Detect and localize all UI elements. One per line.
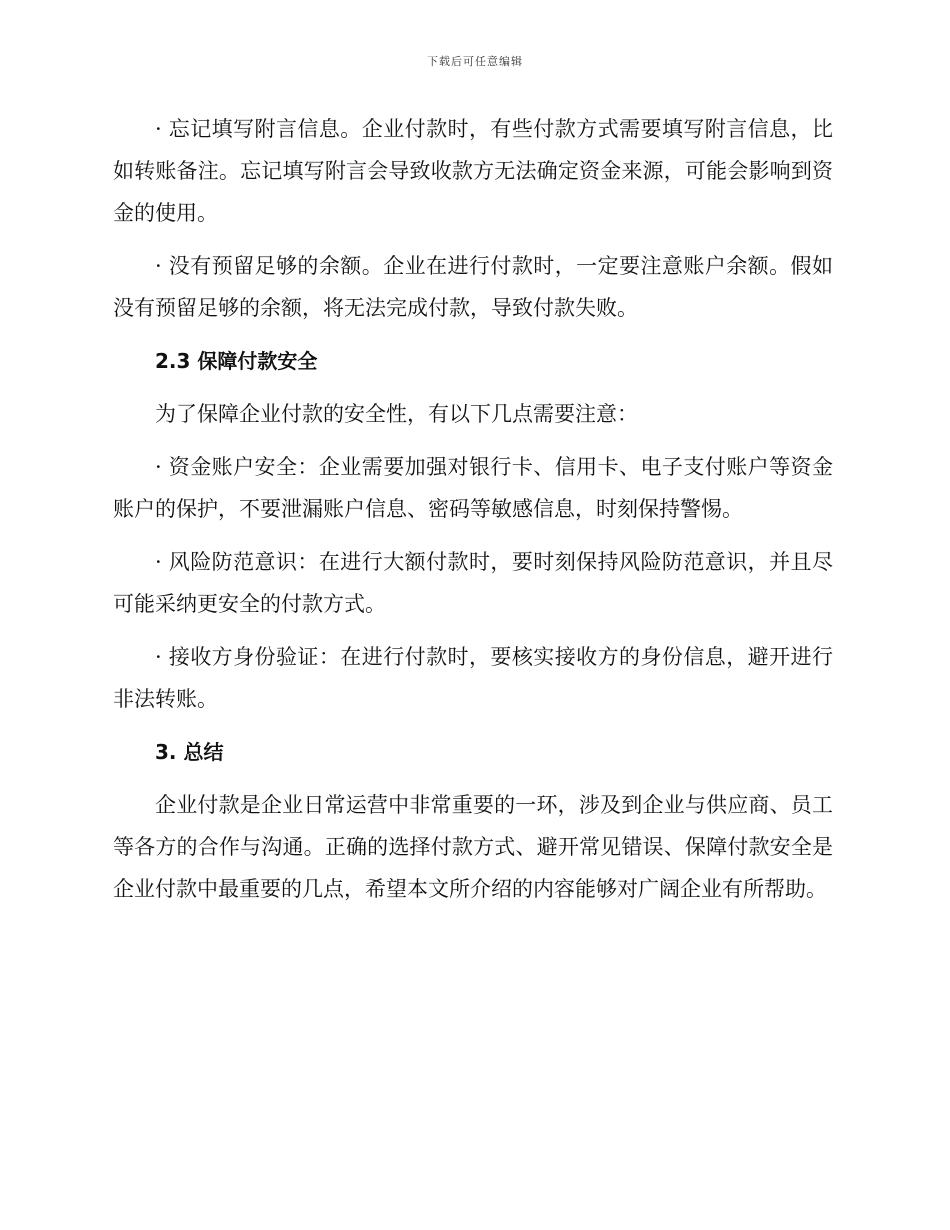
paragraph-forget-remark: · 忘记填写附言信息。企业付款时，有些付款方式需要填写附言信息，比如转账备注。忘记填写附言会导致收款方无法确定资金来源，可能会影响到资金的使用。 bbox=[113, 117, 833, 225]
paragraph-security-intro: 为了保障企业付款的安全性，有以下几点需要注意： bbox=[155, 402, 638, 426]
paragraph-insufficient-balance: · 没有预留足够的余额。企业在进行付款时，一定要注意账户余额。假如没有预留足够的余额，将无法完成付款，导致付款失败。 bbox=[113, 254, 833, 320]
paragraph-recipient-verification: · 接收方身份验证：在进行付款时，要核实接收方的身份信息，避开进行非法转账。 bbox=[113, 645, 833, 711]
section-heading-summary: 3. 总结 bbox=[155, 740, 224, 764]
section-heading-payment-security: 2.3 保障付款安全 bbox=[155, 349, 318, 373]
page-header: 下载后可任意编辑 bbox=[427, 55, 523, 68]
paragraph-risk-awareness: · 风险防范意识：在进行大额付款时，要时刻保持风险防范意识，并且尽可能采纳更安全的付款方式。 bbox=[113, 550, 833, 616]
paragraph-account-security: · 资金账户安全：企业需要加强对银行卡、信用卡、电子支付账户等资金账户的保护，不要泄漏账户信息、密码等敏感信息，时刻保持警惕。 bbox=[113, 455, 833, 521]
document-body bbox=[113, 108, 833, 921]
paragraph-summary: 企业付款是企业日常运营中非常重要的一环，涉及到企业与供应商、员工等各方的合作与沟通。正确的选择付款方式、避开常见错误、保障付款安全是企业付款中最重要的几点，希望本文所介绍的内容能够对广阔企业有所帮助。 bbox=[113, 793, 833, 901]
